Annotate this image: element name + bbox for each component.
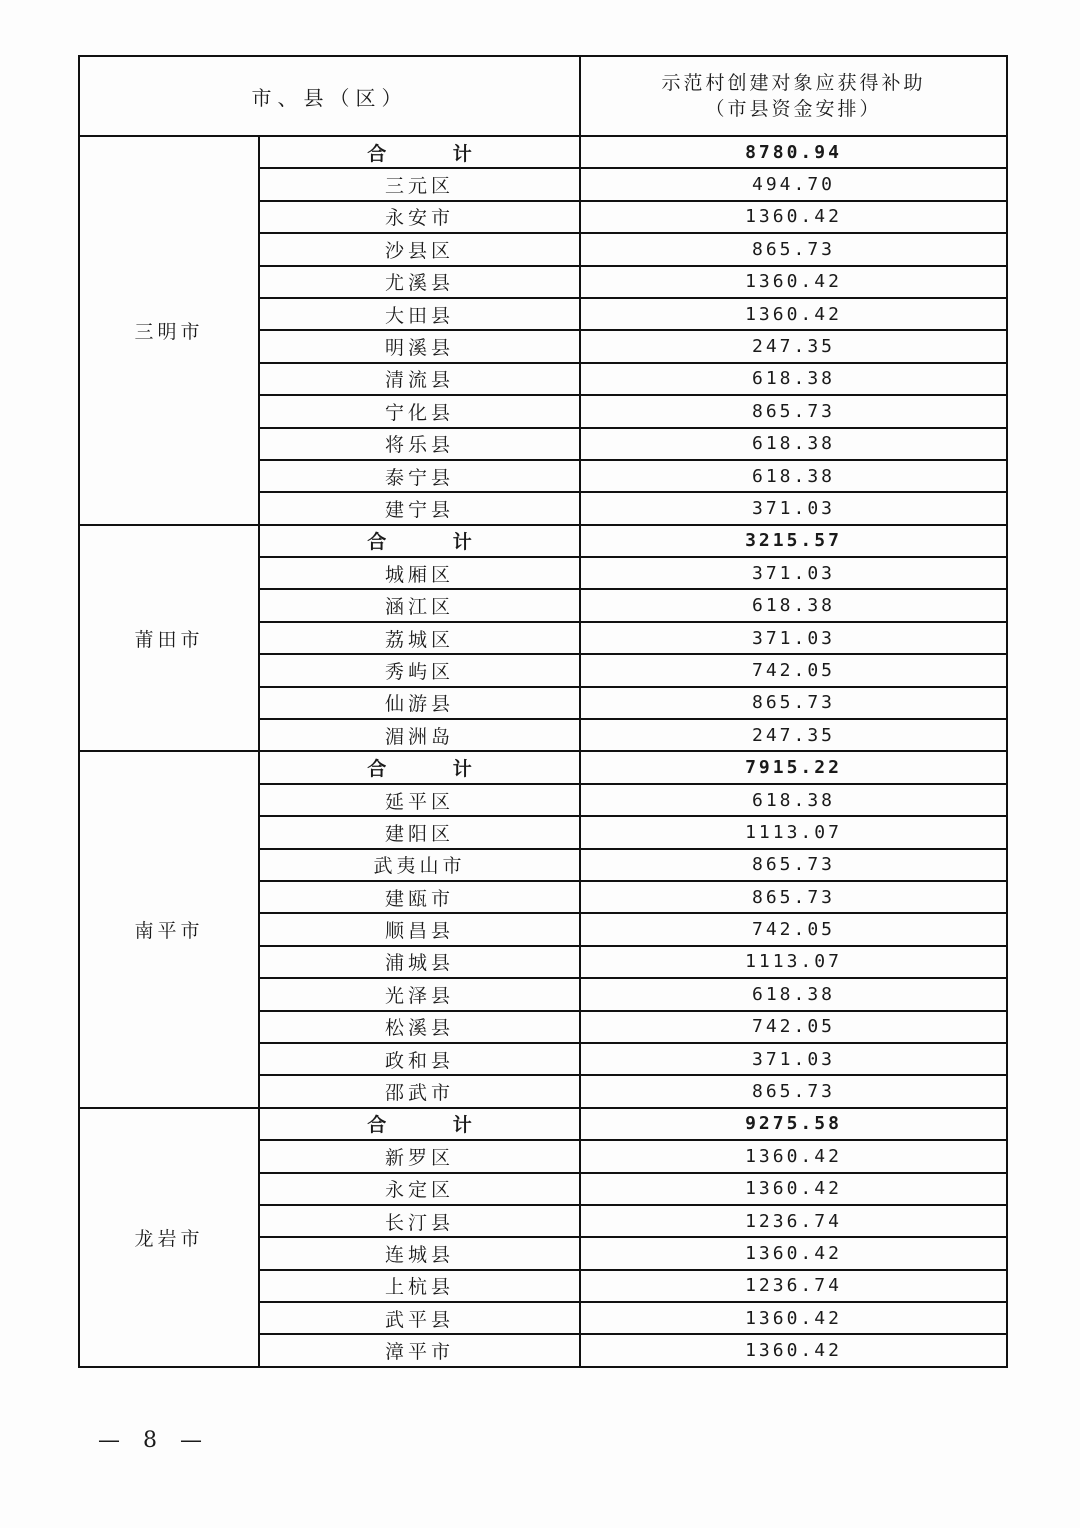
table-header-row [79, 56, 1007, 136]
subsidy-value: 1113.07 [580, 946, 1007, 978]
county-name: 清流县 [259, 363, 580, 395]
county-name: 顺昌县 [259, 913, 580, 945]
total-label: 合 计 [259, 1108, 580, 1140]
county-name: 秀屿区 [259, 654, 580, 686]
subsidy-value: 742.05 [580, 913, 1007, 945]
subsidy-value: 742.05 [580, 1011, 1007, 1043]
subsidy-value: 618.38 [580, 460, 1007, 492]
subsidy-value: 865.73 [580, 1075, 1007, 1107]
subsidy-value: 618.38 [580, 978, 1007, 1010]
county-name: 漳平市 [259, 1334, 580, 1366]
total-row [79, 751, 1007, 783]
city-name: 三明市 [79, 136, 259, 525]
county-name: 泰宁县 [259, 460, 580, 492]
city-name: 龙岩市 [79, 1108, 259, 1367]
total-value: 9275.58 [580, 1108, 1007, 1140]
county-name: 尤溪县 [259, 266, 580, 298]
subsidy-value: 247.35 [580, 719, 1007, 751]
header-region: 市、县（区） [79, 56, 580, 136]
subsidy-value: 371.03 [580, 1043, 1007, 1075]
county-name: 浦城县 [259, 946, 580, 978]
subsidy-value: 1360.42 [580, 1302, 1007, 1334]
subsidy-value: 1113.07 [580, 816, 1007, 848]
subsidy-value: 1360.42 [580, 1237, 1007, 1269]
subsidy-value: 1360.42 [580, 1140, 1007, 1172]
county-name: 建阳区 [259, 816, 580, 848]
subsidy-value: 618.38 [580, 363, 1007, 395]
county-name: 上杭县 [259, 1270, 580, 1302]
county-name: 将乐县 [259, 428, 580, 460]
subsidy-value: 247.35 [580, 330, 1007, 362]
total-row [79, 136, 1007, 168]
header-funding-line1: 示范村创建对象应获得补助 [661, 72, 926, 94]
total-row [79, 1108, 1007, 1140]
subsidy-value: 1360.42 [580, 1173, 1007, 1205]
subsidy-value: 494.70 [580, 168, 1007, 200]
county-name: 永定区 [259, 1173, 580, 1205]
county-name: 武夷山市 [259, 849, 580, 881]
city-name: 南平市 [79, 751, 259, 1107]
county-name: 大田县 [259, 298, 580, 330]
subsidy-value: 1360.42 [580, 298, 1007, 330]
county-name: 永安市 [259, 201, 580, 233]
county-name: 建宁县 [259, 492, 580, 524]
subsidy-value: 371.03 [580, 492, 1007, 524]
county-name: 邵武市 [259, 1075, 580, 1107]
subsidy-value: 618.38 [580, 784, 1007, 816]
total-label: 合 计 [259, 751, 580, 783]
subsidy-value: 618.38 [580, 589, 1007, 621]
county-name: 明溪县 [259, 330, 580, 362]
subsidy-value: 371.03 [580, 622, 1007, 654]
subsidy-value: 1360.42 [580, 201, 1007, 233]
subsidy-table [78, 55, 1008, 1368]
subsidy-value: 865.73 [580, 233, 1007, 265]
county-name: 连城县 [259, 1237, 580, 1269]
subsidy-value: 865.73 [580, 395, 1007, 427]
subsidy-value: 1236.74 [580, 1205, 1007, 1237]
subsidy-value: 1360.42 [580, 266, 1007, 298]
page-number: — 8 — [98, 1428, 210, 1453]
subsidy-value: 371.03 [580, 557, 1007, 589]
county-name: 政和县 [259, 1043, 580, 1075]
county-name: 武平县 [259, 1302, 580, 1334]
subsidy-value: 742.05 [580, 654, 1007, 686]
table-body [79, 136, 1007, 1367]
county-name: 宁化县 [259, 395, 580, 427]
total-value: 7915.22 [580, 751, 1007, 783]
total-label: 合 计 [259, 136, 580, 168]
header-funding [580, 56, 1007, 136]
total-value: 3215.57 [580, 525, 1007, 557]
subsidy-value: 865.73 [580, 687, 1007, 719]
county-name: 荔城区 [259, 622, 580, 654]
county-name: 延平区 [259, 784, 580, 816]
subsidy-value: 1236.74 [580, 1270, 1007, 1302]
county-name: 新罗区 [259, 1140, 580, 1172]
total-row [79, 525, 1007, 557]
subsidy-value: 618.38 [580, 428, 1007, 460]
county-name: 建瓯市 [259, 881, 580, 913]
county-name: 松溪县 [259, 1011, 580, 1043]
county-name: 城厢区 [259, 557, 580, 589]
county-name: 三元区 [259, 168, 580, 200]
county-name: 湄洲岛 [259, 719, 580, 751]
city-name: 莆田市 [79, 525, 259, 752]
total-value: 8780.94 [580, 136, 1007, 168]
header-funding-line2: （市县资金安排） [705, 98, 882, 120]
subsidy-value: 865.73 [580, 849, 1007, 881]
subsidy-value: 1360.42 [580, 1334, 1007, 1366]
county-name: 仙游县 [259, 687, 580, 719]
county-name: 长汀县 [259, 1205, 580, 1237]
county-name: 沙县区 [259, 233, 580, 265]
total-label: 合 计 [259, 525, 580, 557]
county-name: 涵江区 [259, 589, 580, 621]
county-name: 光泽县 [259, 978, 580, 1010]
subsidy-value: 865.73 [580, 881, 1007, 913]
